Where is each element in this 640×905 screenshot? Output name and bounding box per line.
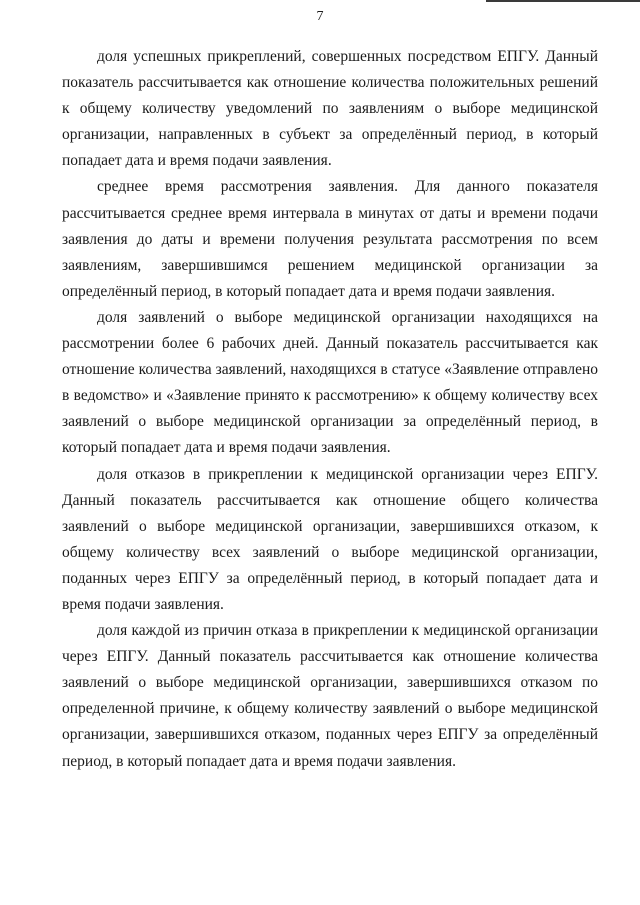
paragraph-pending-over-6-days: доля заявлений о выборе медицинской организации находящихся на рассмотрении более 6 рабочих дней. Данный показатель рассчитывается как отношение количества заявлений, находящихся в статусе «Заявление отправлено в ведомство» и «Заявление принято к рассмотрению» к общему количеству всех заявлений о выборе медицинской организации за определённый период, в который попадает дата и время подачи заявления.: [62, 308, 598, 457]
page-number: 7: [316, 9, 324, 24]
top-edge-rule: [486, 0, 640, 2]
document-body: [62, 44, 598, 775]
paragraph-refusal-reasons-share: доля каждой из причин отказа в прикреплении к медицинской организации через ЕПГУ. Данный показатель рассчитывается как отношение количества заявлений о выборе медицинской организации, завершившихся отказом по определенной причине, к общему количеству заявлений о выборе медицинской организации, завершившихся отказом, поданных через ЕПГУ за определённый период, в который попадает дата и время подачи заявления.: [62, 622, 598, 770]
paragraph-refusals-share: доля отказов в прикреплении к медицинской организации через ЕПГУ. Данный показатель рассчитывается как отношение общего количества заявлений о выборе медицинской организации, завершившихся отказом, к общему количеству всех заявлений о выборе медицинской организации, поданных через ЕПГУ за определённый период, в который попадает дата и время подачи заявления.: [62, 465, 598, 613]
paragraph-average-review-time: среднее время рассмотрения заявления. Для данного показателя рассчитывается среднее время интервала в минутах от даты и времени подачи заявления до даты и времени получения результата рассмотрения по всем заявлениям, завершившимся решением медицинской организации за определённый период, в который попадает дата и время подачи заявления.: [62, 178, 598, 300]
paragraph-successful-attachments: доля успешных прикреплений, совершенных посредством ЕПГУ. Данный показатель рассчитывается как отношение количества положительных решений к общему количеству уведомлений по заявлениям о выборе медицинской организации, направленных в субъект за определённый период, в который попадает дата и время подачи заявления.: [62, 48, 598, 170]
